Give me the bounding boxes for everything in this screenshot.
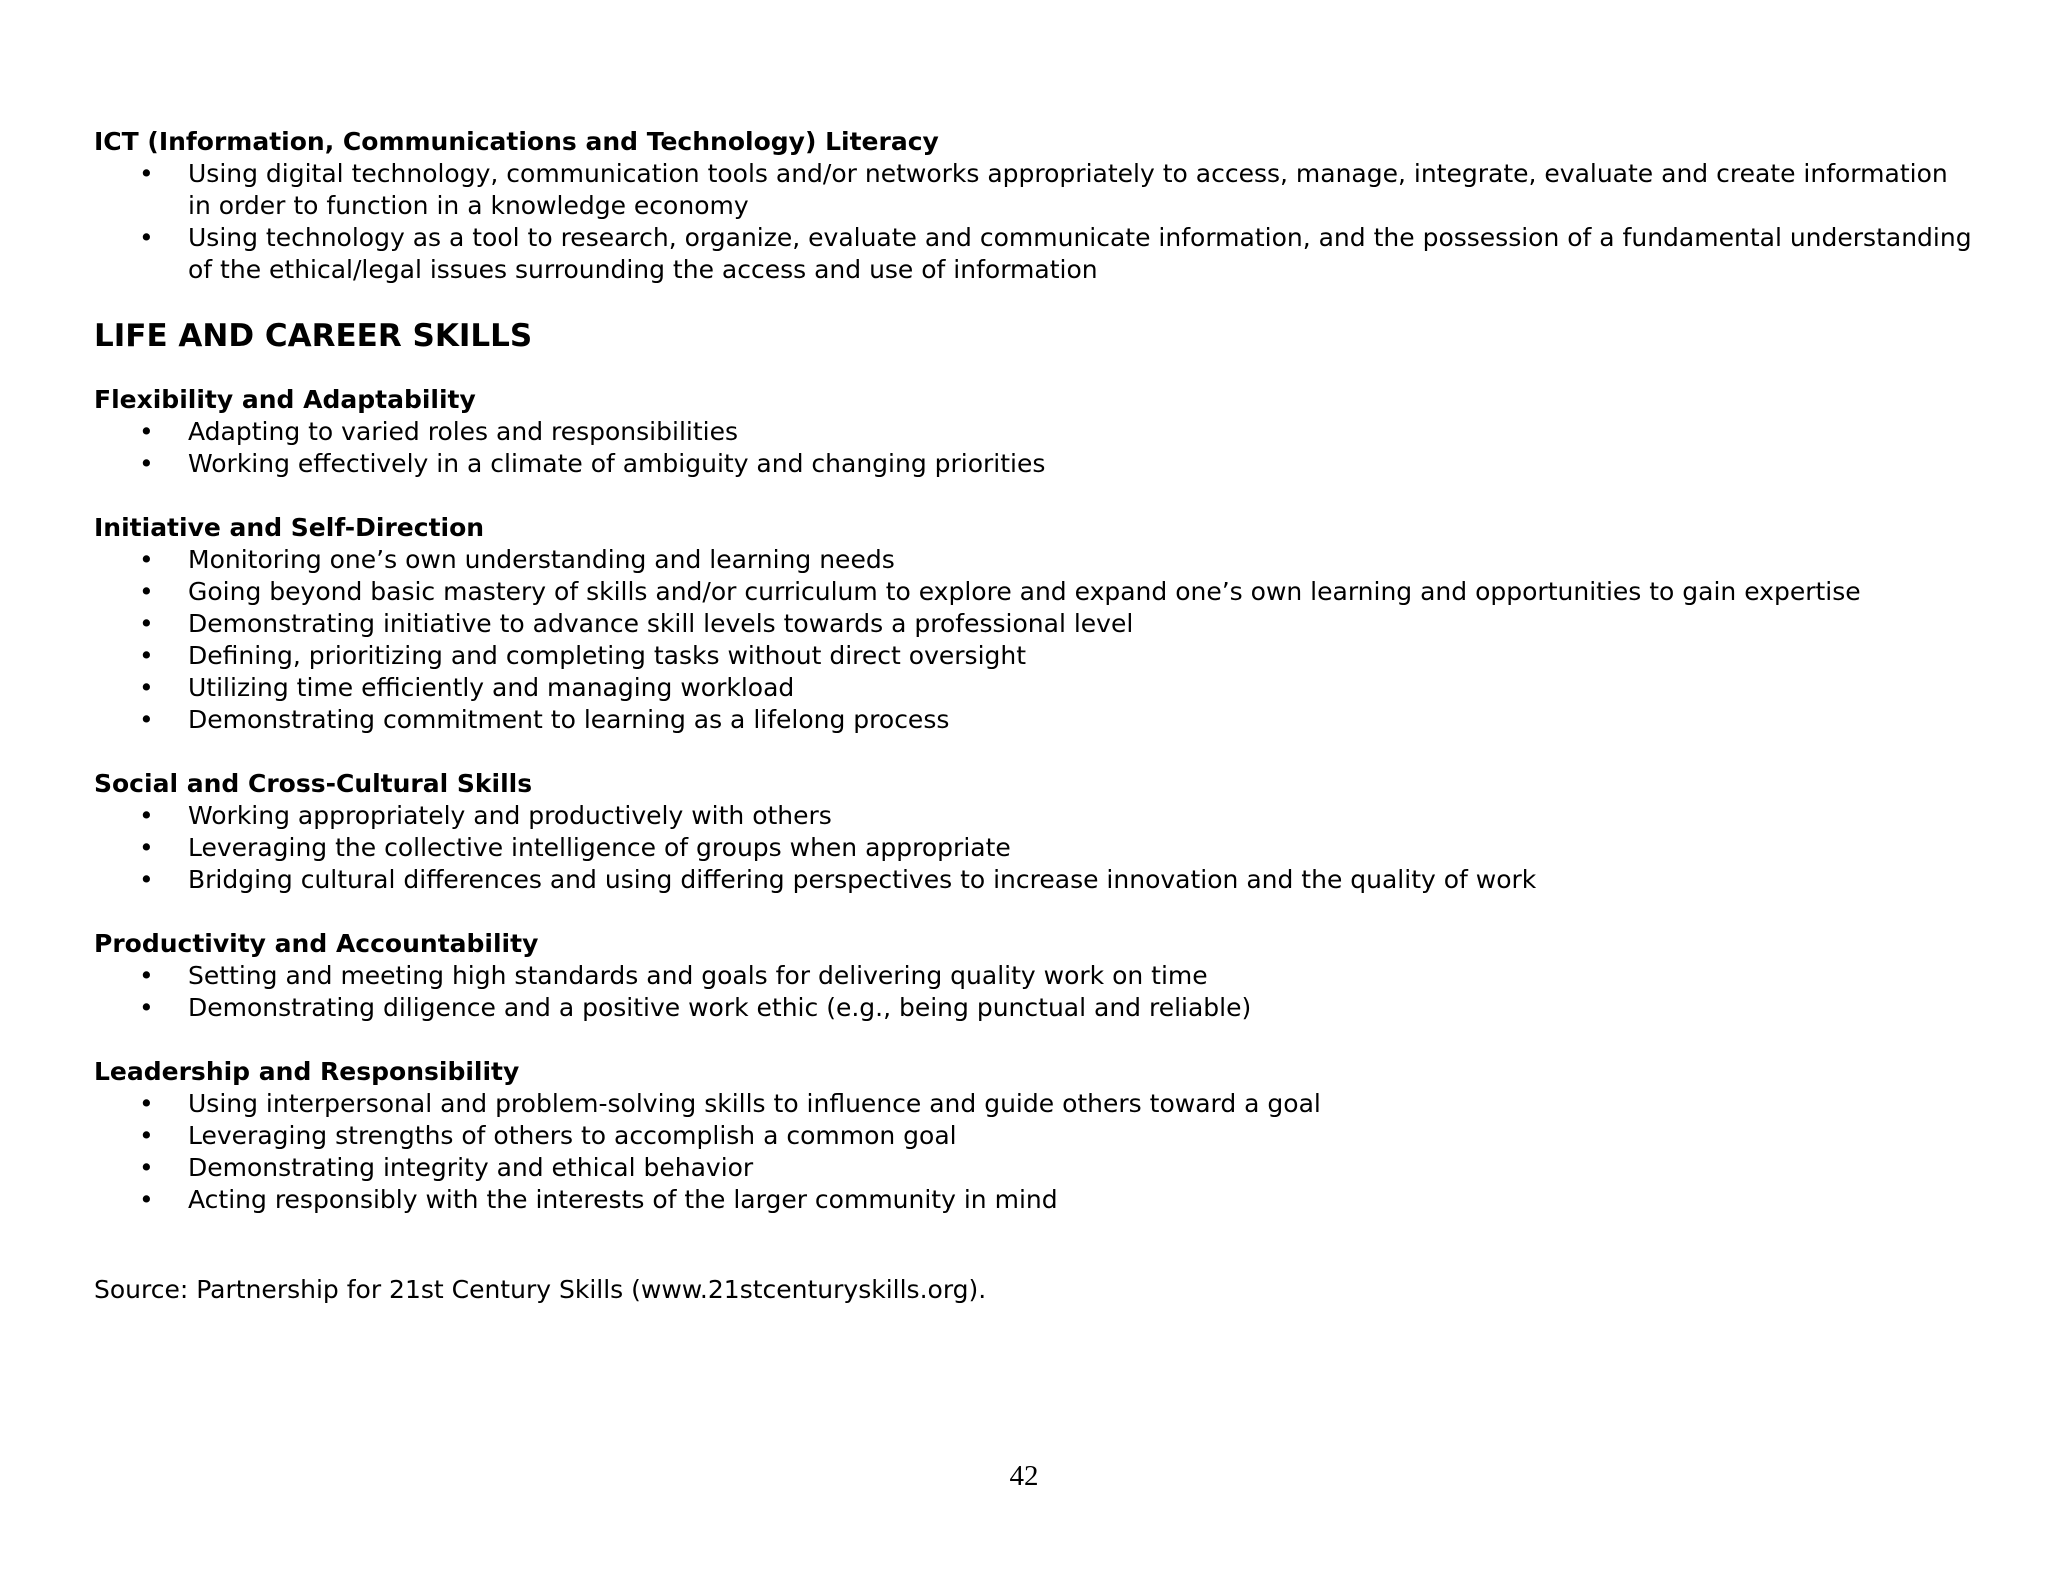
ict-literacy-list <box>94 158 1974 286</box>
list-item-text: Leveraging the collective intelligence of groups when appropriate <box>188 833 1011 862</box>
list-item-text: Working effectively in a climate of ambiguity and changing priorities <box>188 449 1046 478</box>
bullet-icon: • <box>139 1089 154 1118</box>
productivity-accountability-list <box>94 960 1974 1024</box>
bullet-icon: • <box>139 159 154 188</box>
list-item <box>139 864 1974 896</box>
life-career-skills-heading: LIFE AND CAREER SKILLS <box>94 318 533 354</box>
flexibility-adaptability-heading: Flexibility and Adaptability <box>94 385 476 414</box>
bullet-icon: • <box>139 449 154 478</box>
list-item-text: Acting responsibly with the interests of the larger community in mind <box>188 1185 1058 1214</box>
page-number: 42 <box>1009 1460 1039 1492</box>
list-item-text: Working appropriately and productively with others <box>188 801 832 830</box>
productivity-accountability-section <box>94 928 1974 1024</box>
list-item-text: Leveraging strengths of others to accomplish a common goal <box>188 1121 957 1150</box>
ict-literacy-heading: ICT (Information, Communications and Technology) Literacy <box>94 127 939 156</box>
list-item-text: Bridging cultural differences and using differing perspectives to increase innovation and the quality of work <box>188 865 1537 894</box>
bullet-icon: • <box>139 801 154 830</box>
bullet-icon: • <box>139 417 154 446</box>
bullet-icon: • <box>139 223 154 252</box>
bullet-icon: • <box>139 1153 154 1182</box>
list-item-text: Demonstrating initiative to advance skill levels towards a professional level <box>188 609 1134 638</box>
initiative-self-direction-list <box>94 544 1974 736</box>
bullet-icon: • <box>139 1185 154 1214</box>
list-item-text: Utilizing time efficiently and managing workload <box>188 673 795 702</box>
list-item-text: Using digital technology, communication tools and/or networks appropriately to access, manage, integrate, evaluate and create information in order to function in a knowledge economy <box>188 159 1948 220</box>
list-item <box>139 1184 1974 1216</box>
list-item-text: Defining, prioritizing and completing tasks without direct oversight <box>188 641 1027 670</box>
list-item-text: Using interpersonal and problem-solving skills to influence and guide others toward a goal <box>188 1089 1321 1118</box>
list-item <box>139 416 1974 448</box>
list-item <box>139 800 1974 832</box>
productivity-accountability-heading: Productivity and Accountability <box>94 929 539 958</box>
list-item <box>139 704 1974 736</box>
list-item <box>139 832 1974 864</box>
list-item-text: Demonstrating integrity and ethical behavior <box>188 1153 754 1182</box>
list-item-text: Going beyond basic mastery of skills and/or curriculum to explore and expand one’s own learning and opportunities to gain expertise <box>188 577 1861 606</box>
list-item-text: Adapting to varied roles and responsibilities <box>188 417 738 446</box>
bullet-icon: • <box>139 961 154 990</box>
list-item <box>139 992 1974 1024</box>
bullet-icon: • <box>139 673 154 702</box>
leadership-responsibility-list <box>94 1088 1974 1216</box>
social-cross-cultural-heading: Social and Cross-Cultural Skills <box>94 769 533 798</box>
bullet-icon: • <box>139 609 154 638</box>
initiative-self-direction-heading: Initiative and Self-Direction <box>94 513 485 542</box>
list-item <box>139 1088 1974 1120</box>
list-item-text: Monitoring one’s own understanding and learning needs <box>188 545 895 574</box>
ict-literacy-section <box>94 126 1974 286</box>
bullet-icon: • <box>139 705 154 734</box>
list-item <box>139 1152 1974 1184</box>
source-citation: Source: Partnership for 21st Century Skills (www.21stcenturyskills.org). <box>94 1275 987 1304</box>
list-item-text: Setting and meeting high standards and goals for delivering quality work on time <box>188 961 1208 990</box>
bullet-icon: • <box>139 1121 154 1150</box>
list-item <box>139 576 1974 608</box>
list-item-text: Using technology as a tool to research, organize, evaluate and communicate information, and the possession of a fundamental understanding of the ethical/legal issues surrounding the access and use of information <box>188 223 1972 284</box>
list-item-text: Demonstrating diligence and a positive work ethic (e.g., being punctual and reliable) <box>188 993 1252 1022</box>
list-item <box>139 672 1974 704</box>
bullet-icon: • <box>139 577 154 606</box>
list-item <box>139 960 1974 992</box>
flexibility-adaptability-section <box>94 384 1974 480</box>
document-page <box>94 126 1974 1331</box>
list-item <box>139 222 1974 286</box>
list-item <box>139 608 1974 640</box>
list-item <box>139 1120 1974 1152</box>
bullet-icon: • <box>139 865 154 894</box>
bullet-icon: • <box>139 545 154 574</box>
bullet-icon: • <box>139 833 154 862</box>
bullet-icon: • <box>139 641 154 670</box>
leadership-responsibility-heading: Leadership and Responsibility <box>94 1057 520 1086</box>
social-cross-cultural-section <box>94 768 1974 896</box>
flexibility-adaptability-list <box>94 416 1974 480</box>
list-item <box>139 544 1974 576</box>
initiative-self-direction-section <box>94 512 1974 736</box>
bullet-icon: • <box>139 993 154 1022</box>
list-item <box>139 640 1974 672</box>
social-cross-cultural-list <box>94 800 1974 896</box>
list-item-text: Demonstrating commitment to learning as a lifelong process <box>188 705 950 734</box>
leadership-responsibility-section <box>94 1056 1974 1216</box>
list-item <box>139 448 1974 480</box>
list-item <box>139 158 1974 222</box>
